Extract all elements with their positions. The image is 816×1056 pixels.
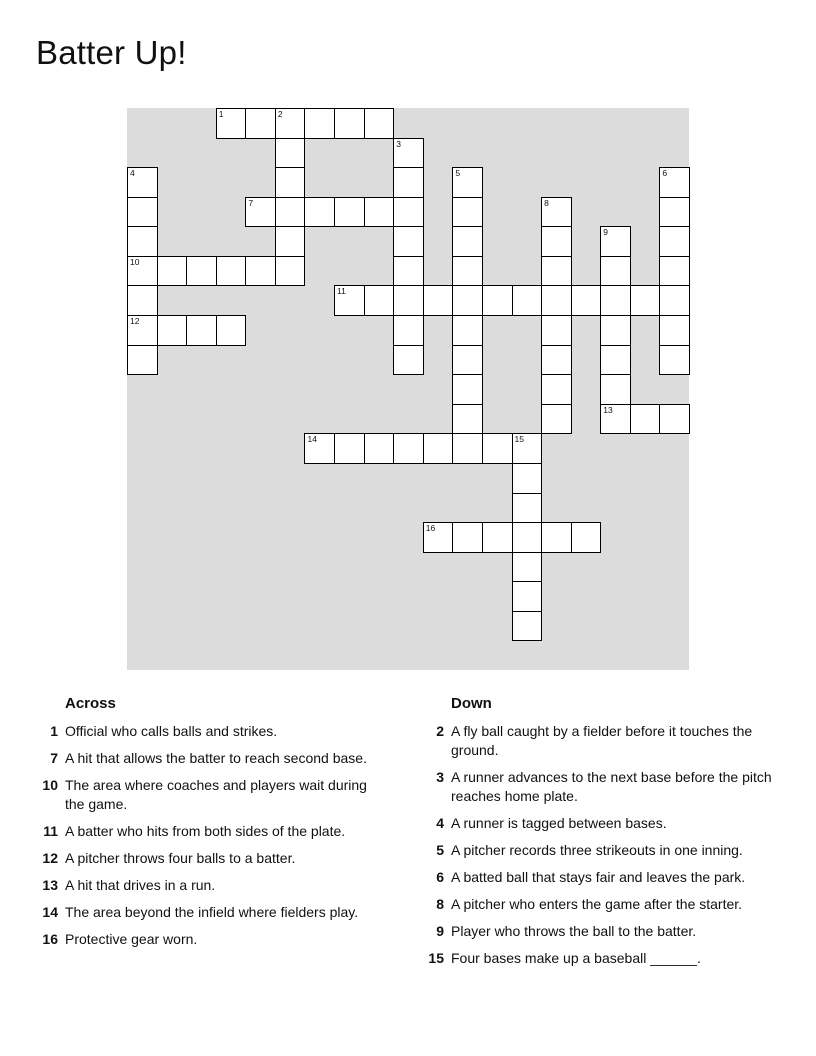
grid-cell[interactable] (600, 285, 631, 316)
grid-cell[interactable] (186, 256, 217, 287)
grid-cell[interactable] (452, 404, 483, 435)
grid-cell[interactable] (482, 433, 513, 464)
grid-cell[interactable] (423, 285, 454, 316)
grid-cell[interactable] (127, 167, 158, 198)
grid-cell[interactable] (541, 404, 572, 435)
grid-cell[interactable] (127, 315, 158, 346)
grid-cell[interactable] (393, 167, 424, 198)
grid-cell[interactable] (452, 522, 483, 553)
grid-cell[interactable] (364, 108, 395, 139)
across-clue-12 (30, 849, 390, 868)
grid-cell[interactable] (275, 256, 306, 287)
cell-number: 2 (277, 109, 283, 119)
grid-cell[interactable] (512, 581, 543, 612)
cell-number: 15 (514, 434, 524, 445)
clue-text: Official who calls balls and strikes. (65, 723, 278, 739)
down-clue-6 (416, 868, 786, 887)
cell-number: 1 (218, 109, 224, 119)
grid-cell[interactable] (600, 345, 631, 376)
grid-cell[interactable] (452, 433, 483, 464)
clue-number: 1 (50, 723, 58, 739)
cell-number: 6 (662, 168, 668, 179)
clue-number: 11 (43, 823, 58, 839)
grid-cell[interactable] (275, 138, 306, 169)
grid-cell[interactable] (512, 522, 543, 553)
clue-number: 10 (42, 777, 58, 793)
grid-cell[interactable] (304, 433, 335, 464)
clue-number: 15 (428, 950, 444, 966)
clue-text: A hit that allows the batter to reach second base. (65, 750, 367, 766)
down-clue-9 (416, 922, 786, 941)
across-clue-7 (30, 749, 390, 768)
grid-cell[interactable] (541, 345, 572, 376)
grid-cell[interactable] (512, 463, 543, 494)
grid-cell[interactable] (659, 345, 690, 376)
grid-cell[interactable] (452, 315, 483, 346)
grid-cell[interactable] (659, 197, 690, 228)
grid-cell[interactable] (334, 197, 365, 228)
grid-cell[interactable] (157, 256, 188, 287)
cell-number: 14 (307, 434, 317, 445)
grid-cell[interactable] (659, 285, 690, 316)
grid-cell[interactable] (423, 433, 454, 464)
grid-cell[interactable] (600, 256, 631, 287)
puzzle-title: Batter Up! (36, 34, 187, 71)
grid-cell[interactable] (541, 522, 572, 553)
grid-cell[interactable] (482, 285, 513, 316)
cell-number: 10 (130, 256, 140, 267)
grid-cell[interactable] (304, 197, 335, 228)
down-clue-8 (416, 895, 786, 914)
down-heading: Down (451, 695, 492, 712)
grid-cell[interactable] (630, 404, 661, 435)
grid-cell[interactable] (245, 108, 276, 139)
grid-cell[interactable] (541, 315, 572, 346)
grid-cell[interactable] (452, 345, 483, 376)
grid-cell[interactable] (127, 226, 158, 257)
cell-number: 12 (130, 316, 140, 327)
grid-cell[interactable] (600, 374, 631, 405)
grid-cell[interactable] (393, 256, 424, 287)
across-clue-14 (30, 903, 390, 922)
cell-number: 7 (248, 197, 254, 208)
grid-cell[interactable] (334, 285, 365, 316)
clue-text: Protective gear worn. (65, 931, 198, 947)
grid-cell[interactable] (512, 493, 543, 524)
clue-text: A runner advances to the next base before the pitch reaches home plate. (451, 769, 772, 804)
clue-text: A fly ball caught by a fielder before it touches the ground. (451, 723, 753, 758)
across-clue-1 (30, 722, 390, 741)
grid-cell[interactable] (127, 256, 158, 287)
grid-cell[interactable] (393, 197, 424, 228)
grid-cell[interactable] (364, 285, 395, 316)
grid-cell[interactable] (630, 285, 661, 316)
grid-cell[interactable] (157, 315, 188, 346)
grid-cell[interactable] (600, 404, 631, 435)
clue-number: 4 (436, 815, 444, 831)
grid-cell[interactable] (393, 433, 424, 464)
grid-cell[interactable] (364, 433, 395, 464)
across-clue-16 (30, 930, 390, 949)
across-heading: Across (65, 695, 116, 712)
clue-text: A pitcher who enters the game after the starter. (451, 896, 743, 912)
clue-text: Four bases make up a baseball ______. (451, 950, 701, 966)
grid-cell[interactable] (541, 285, 572, 316)
across-clue-13 (30, 876, 390, 895)
cell-number: 9 (603, 227, 608, 238)
grid-cell[interactable] (275, 108, 306, 139)
grid-cell[interactable] (452, 285, 483, 316)
clue-text: The area beyond the infield where fielders play. (65, 904, 359, 920)
across-clue-11 (30, 822, 390, 841)
clue-text: The area where coaches and players wait during the game. (65, 777, 367, 812)
grid-cell[interactable] (275, 197, 306, 228)
clue-number: 2 (436, 723, 444, 739)
grid-cell[interactable] (216, 108, 247, 139)
grid-cell[interactable] (512, 285, 543, 316)
grid-cell[interactable] (512, 611, 543, 642)
grid-cell[interactable] (600, 315, 631, 346)
grid-cell[interactable] (659, 404, 690, 435)
grid-cell[interactable] (127, 345, 158, 376)
down-clue-4 (416, 814, 786, 833)
grid-cell[interactable] (571, 285, 602, 316)
grid-cell[interactable] (659, 256, 690, 287)
clue-number: 14 (42, 904, 58, 920)
grid-cell[interactable] (393, 226, 424, 257)
grid-cell[interactable] (452, 226, 483, 257)
clue-text: A batted ball that stays fair and leaves the park. (451, 869, 746, 885)
grid-cell[interactable] (452, 167, 483, 198)
grid-cell[interactable] (541, 256, 572, 287)
cell-number: 3 (396, 138, 401, 149)
down-clues (416, 695, 786, 976)
grid-cell[interactable] (452, 256, 483, 287)
grid-cell[interactable] (541, 374, 572, 405)
clue-number: 8 (436, 896, 444, 912)
clue-text: A runner is tagged between bases. (451, 815, 667, 831)
clue-number: 12 (42, 850, 58, 866)
grid-cell[interactable] (659, 167, 690, 198)
down-clue-2 (416, 722, 786, 760)
crossword-grid (127, 108, 689, 670)
grid-cell[interactable] (423, 522, 454, 553)
grid-cell[interactable] (127, 197, 158, 228)
across-clues (30, 695, 390, 957)
cell-number: 4 (130, 168, 135, 179)
grid-cell[interactable] (452, 197, 483, 228)
grid-cell[interactable] (659, 315, 690, 346)
clue-text: A hit that drives in a run. (65, 877, 216, 893)
clue-number: 9 (436, 923, 444, 939)
cell-number: 8 (544, 197, 549, 208)
across-clue-10 (30, 776, 390, 814)
clue-number: 16 (42, 931, 58, 947)
grid-cell[interactable] (393, 345, 424, 376)
clue-number: 3 (436, 769, 444, 785)
grid-cell[interactable] (245, 256, 276, 287)
grid-cell[interactable] (245, 197, 276, 228)
grid-cell[interactable] (452, 374, 483, 405)
cell-number: 16 (425, 523, 436, 534)
clue-text: A batter who hits from both sides of the plate. (65, 823, 346, 839)
grid-cell[interactable] (275, 167, 306, 198)
down-clue-5 (416, 841, 786, 860)
grid-cell[interactable] (512, 433, 543, 464)
clue-text: A pitcher throws four balls to a batter. (65, 850, 296, 866)
clue-number: 5 (436, 842, 444, 858)
down-clue-3 (416, 768, 786, 806)
grid-cell[interactable] (393, 315, 424, 346)
clue-text: A pitcher records three strikeouts in one inning. (451, 842, 743, 858)
cell-number: 5 (455, 168, 461, 179)
grid-cell[interactable] (600, 226, 631, 257)
grid-cell[interactable] (482, 522, 513, 553)
grid-cell[interactable] (334, 108, 365, 139)
grid-cell[interactable] (127, 285, 158, 316)
grid-cell[interactable] (571, 522, 602, 553)
grid-cell[interactable] (186, 315, 217, 346)
grid-cell[interactable] (393, 285, 424, 316)
down-clue-15 (416, 949, 786, 968)
clue-text: Player who throws the ball to the batter. (451, 923, 697, 939)
clue-number: 13 (42, 877, 58, 893)
cell-number: 11 (337, 286, 346, 297)
cell-number: 13 (603, 404, 613, 415)
clue-number: 6 (436, 869, 444, 885)
grid-cell[interactable] (364, 197, 395, 228)
grid-cell[interactable] (659, 226, 690, 257)
grid-cell[interactable] (541, 226, 572, 257)
grid-cell[interactable] (275, 226, 306, 257)
grid-cell[interactable] (216, 256, 247, 287)
grid-cell[interactable] (393, 138, 424, 169)
grid-cell[interactable] (541, 197, 572, 228)
grid-cell[interactable] (334, 433, 365, 464)
grid-cell[interactable] (304, 108, 335, 139)
clue-number: 7 (50, 750, 58, 766)
grid-cell[interactable] (512, 552, 543, 583)
grid-cell[interactable] (216, 315, 247, 346)
